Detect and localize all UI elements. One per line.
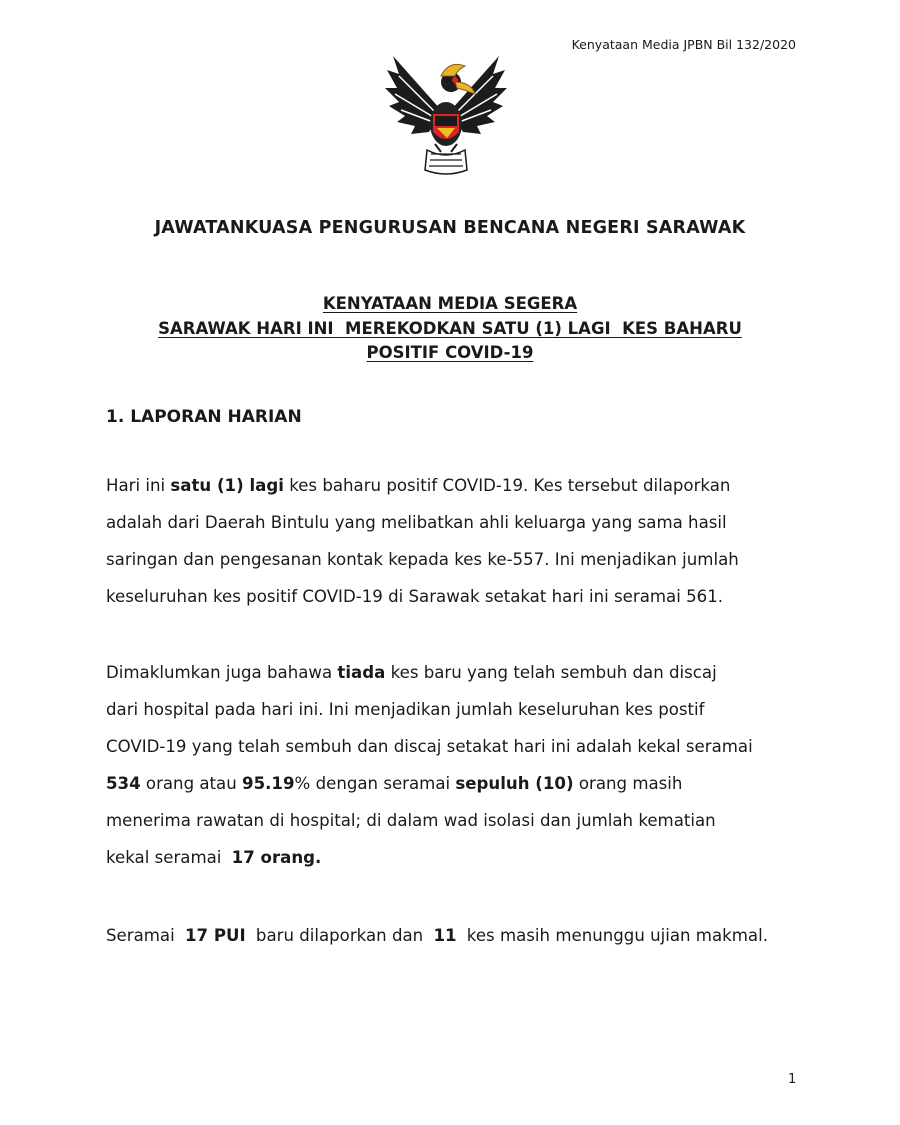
paragraph-line: 534 orang atau 95.19% dengan seramai sepuluh (10) orang masih [106, 774, 683, 793]
paragraph-line: COVID-19 yang telah sembuh dan discaj setakat hari ini adalah kekal seramai [106, 737, 753, 756]
statement-titles [0, 292, 900, 366]
title-line-2: SARAWAK HARI INI MEREKODKAN SATU (1) LAGI KES BAHARU [158, 318, 742, 338]
paragraph-recoveries [106, 654, 796, 876]
title-line-1: KENYATAAN MEDIA SEGERA [322, 294, 578, 313]
section-heading: 1. LAPORAN HARIAN [106, 407, 302, 427]
paragraph-line: saringan dan pengesanan kontak kepada kes ke-557. Ini menjadikan jumlah [106, 550, 739, 569]
paragraph-line: Seramai 17 PUI baru dilaporkan dan 11 kes masih menunggu ujian makmal. [106, 926, 768, 945]
page-number: 1 [788, 1072, 797, 1087]
paragraph-line: adalah dari Daerah Bintulu yang melibatkan ahli keluarga yang sama hasil [106, 513, 727, 532]
document-reference: Kenyataan Media JPBN Bil 132/2020 [571, 37, 796, 52]
paragraph-line: Dimaklumkan juga bahawa tiada kes baru yang telah sembuh dan discaj [106, 663, 717, 682]
title-line-3: POSITIF COVID-19 [366, 343, 534, 362]
paragraph-line: dari hospital pada hari ini. Ini menjadikan jumlah keseluruhan kes postif [106, 700, 705, 719]
organisation-name: JAWATANKUASA PENGURUSAN BENCANA NEGERI SARAWAK [154, 218, 746, 238]
paragraph-line: Hari ini satu (1) lagi kes baharu positif COVID-19. Kes tersebut dilaporkan [106, 476, 731, 495]
paragraph-line: keseluruhan kes positif COVID-19 di Sarawak setakat hari ini seramai 561. [106, 587, 724, 606]
paragraph-pui [106, 917, 796, 954]
paragraph-daily-cases [106, 467, 796, 615]
sarawak-emblem-icon [385, 52, 507, 178]
paragraph-line: menerima rawatan di hospital; di dalam wad isolasi dan jumlah kematian [106, 811, 716, 830]
paragraph-line: kekal seramai 17 orang. [106, 848, 322, 867]
